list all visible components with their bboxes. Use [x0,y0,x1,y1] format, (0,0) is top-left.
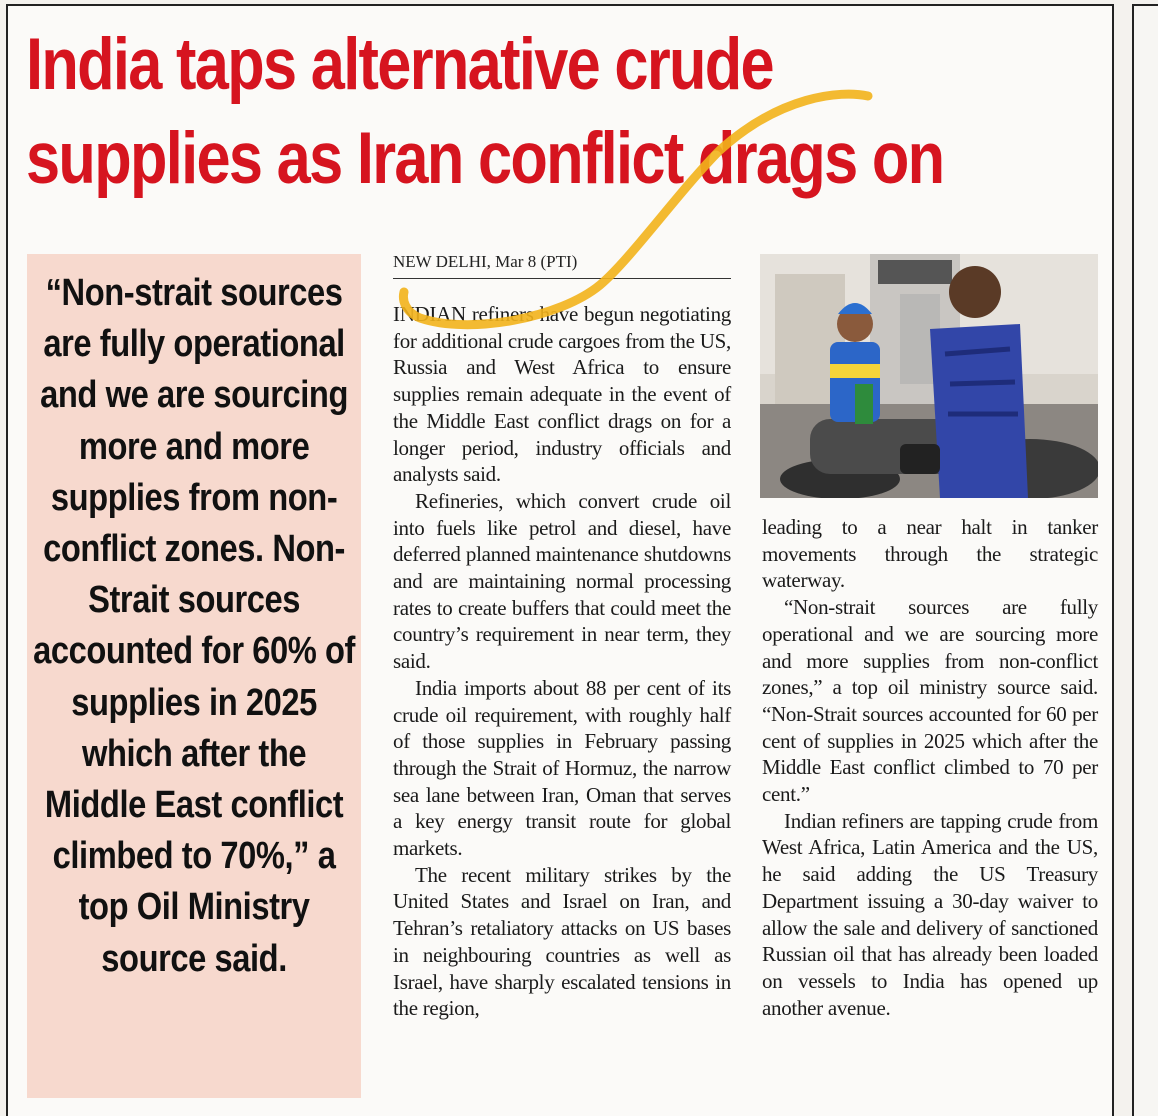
news-photo-fuel-station [760,254,1098,498]
article-paragraph: Refineries, which convert crude oil into fuels like petrol and diesel, have deferred planned maintenance shutdowns and are maintaining normal processing rates to create buffers that could meet the country’s requirement in near term, they said. [393,488,731,674]
headline-line-2: supplies as Iran conflict drags on [26,118,944,199]
fuel-station-illustration [760,254,1098,498]
article-paragraph: The recent military strikes by the United States and Israel on Iran, and Tehran’s retaliatory attacks on US bases in neighbouring countries as well as Israel, have sharply escalated tensions in the region, [393,862,731,1021]
article-paragraph: Indian refiners are tapping crude from West Africa, Latin America and the US, he said adding the US Treasury Department issuing a 30-day waiver to allow the sale and delivery of sanctioned Russian oil that has already been loaded on vessels to India has opened up another avenue. [762,808,1098,1020]
adjacent-column-edge [1132,4,1158,1116]
article-paragraph: India imports about 88 per cent of its crude oil requirement, with roughly half of those supplies in February passing through the Strait of Hormuz, the narrow sea lane between Iran, Oman that serves a key energy transit route for global markets. [393,675,731,861]
article-paragraph: INDIAN refiners have begun negotiating for additional crude cargoes from the US, Russia and West Africa to ensure supplies remain adequate in the event of the Middle East conflict drags on for a longer period, industry officials and analysts said. [393,302,731,487]
article-column-2 [762,514,1098,1021]
headline-line-1: India taps alternative crude [26,24,773,105]
article-paragraph: leading to a near halt in tanker movements through the strategic waterway. [762,515,1098,593]
dateline: NEW DELHI, Mar 8 (PTI) [393,252,731,279]
pull-quote-text: “Non-strait sources are fully operational and we are sourcing more and more supplies from non-conflict zones. Non-Strait sources accounted for 60% of supplies in 2025 which after the Middle East conflict climbed to 70%,” a top Oil Ministry source said. [33,272,355,980]
article-paragraph: “Non-strait sources are fully operational and we are sourcing more and more supplies from non-conflict zones,” a top oil ministry source said. “Non-Strait sources accounted for 60 per cent of supplies in 2025 which after the Middle East conflict climbed to 70 per cent.” [762,595,1098,807]
headline [26,18,944,206]
article-column-1 [393,301,731,1022]
pull-quote-box [27,254,361,1098]
